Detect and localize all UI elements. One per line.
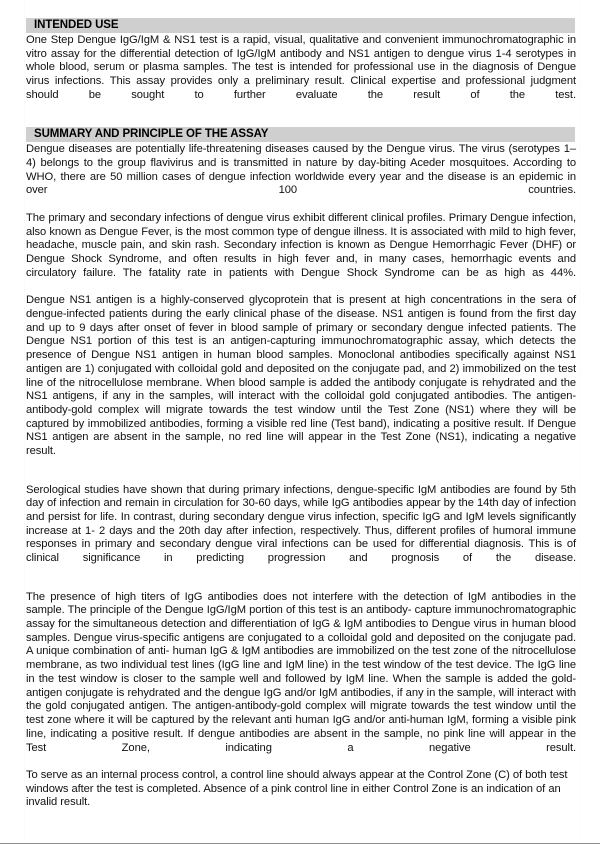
section-heading-intended-use: INTENDED USE bbox=[26, 18, 575, 33]
paragraph-igg-igm-principle: The presence of high titers of IgG antibodies does not interfere with the detection of IgM antibodies in the sample. The principle of the Dengue IgG/IgM portion of this test is an antibody- capture immunochromatographic assay for the simultaneous detection and differentiation of IgG & IgM antibodies to Dengue virus in human blood samples. Dengue virus-specific antigens are conjugated to a colloidal gold and deposited on the conjugate pad. A unique combination of anti- human IgG & IgM antibodies are immobilized on the test zone of the nitrocellulose membrane, as two individual test lines (IgG line and IgM line) in the test window of the test device. The IgG line in the test window is closer to the sample well and followed by IgM line. When the sample is added the gold-antigen conjugate is rehydrated and the dengue IgG and/or IgM antibodies, if any in the sample, will interact with the gold conjugated antigen. The antigen-antibody-gold complex will migrate towards the test window until the test zone where it will be captured by the relevant anti human IgG and/or anti-human IgM, forming a visible pink line, indicating a positive result. If dengue antibodies are absent in the sample, no pink line will appear in the Test Zone, indicating a negative result. bbox=[26, 590, 576, 754]
paragraph-gap bbox=[26, 580, 576, 591]
paragraph-intended-use: One Step Dengue IgG/IgM & NS1 test is a rapid, visual, qualitative and convenient immunochromatographic in vitro assay for the differential detection of IgG/IgM antibody and NS1 antigen to dengue virus 1-4 serotypes in whole blood, serum or plasma samples. The test is intended for professional use in the diagnosis of Dengue virus infections. This assay provides only a preliminary result. Clinical expertise and professional judgment should be sought to further evaluate the result of the test. bbox=[26, 34, 576, 101]
paragraph-ns1-antigen: Dengue NS1 antigen is a highly-conserved glycoprotein that is present at high concentrations in the sera of dengue-infected patients during the early clinical phase of the disease. NS1 antigen is found from the first day and up to 9 days after onset of fever in blood sample of primary or secondary dengue infected patients. The Dengue NS1 portion of this test is an antigen-capturing immunochromatographic assay, which detects the presence of Dengue NS1 antigen in human blood samples. Monoclonal antibodies specifically against NS1 antigen are 1) conjugated with colloidal gold and deposited on the conjugate pad, and 2) immobilized on the test line of the nitrocellulose membrane. When blood sample is added the antibody conjugate is rehydrated and the NS1 antigens, if any in the samples, will interact with the colloidal gold conjugated antibodies. The antigen-antibody-gold complex will migrate towards the test window until the Test Zone (NS1) where they will be captured by immobilized antibodies, forming a visible red line (Test band), indicating a positive result. If Dengue NS1 antigen are absent in the sample, no red line will appear in the Test Zone (NS1), indicating a negative result. bbox=[26, 294, 576, 458]
section-spacer bbox=[26, 116, 576, 127]
paragraph-internal-process-control: To serve as an internal process control, a control line should always appear at the Control Zone (C) of both test windows after the test is completed. Absence of a pink control line in either Control Zone is an indication of an invalid result. bbox=[26, 768, 568, 809]
document-content bbox=[26, 0, 576, 824]
page-left-border bbox=[24, 0, 25, 838]
paragraph-gap bbox=[26, 473, 576, 484]
paragraph-serological-studies: Serological studies have shown that during primary infections, dengue-specific IgM antibodies are found by 5th day of infection and remain in circulation for 30-60 days, while IgG antibodies appear by the 14th day of infection and persist for life. In contrast, during secondary dengue virus infection, specific IgG and IgM levels significantly increase at 1- 2 days and the 20th day after infection, respectively. Thus, different profiles of humoral immune responses in primary and secondary dengue viral infections can be used for differential diagnosis. This is of clinical significance in predicting progression and prognosis of the disease. bbox=[26, 483, 576, 565]
paragraph-dengue-diseases-overview: Dengue diseases are potentially life-threatening diseases caused by the Dengue virus. The virus (serotypes 1–4) belongs to the group flavivirus and is transmitted in nature by day-biting Aceder mosquitoes. According to WHO, there are 50 million cases of dengue infection worldwide every year and the disease is an epidemic in over 100 countries. bbox=[26, 143, 576, 197]
page-right-border bbox=[579, 0, 580, 838]
top-spacer bbox=[26, 0, 576, 18]
section-heading-summary-and-principle: SUMMARY AND PRINCIPLE OF THE ASSAY bbox=[26, 127, 575, 142]
paragraph-primary-secondary-infections: The primary and secondary infections of dengue virus exhibit different clinical profiles. Primary Dengue infection, also known as Dengue Fever, is the most common type of dengue illness. It is associated with mild to high fever, headache, muscle pain, and skin rash. Secondary infection is known as Dengue Hemorrhagic Fever (DHF) or Dengue Shock Syndrome, and often results in high fever and, in many cases, hemorrhagic events and circulatory failure. The fatality rate in patients with Dengue Shock Syndrome can be as high as 44%. bbox=[26, 211, 576, 279]
page-bottom-rule bbox=[0, 843, 600, 844]
